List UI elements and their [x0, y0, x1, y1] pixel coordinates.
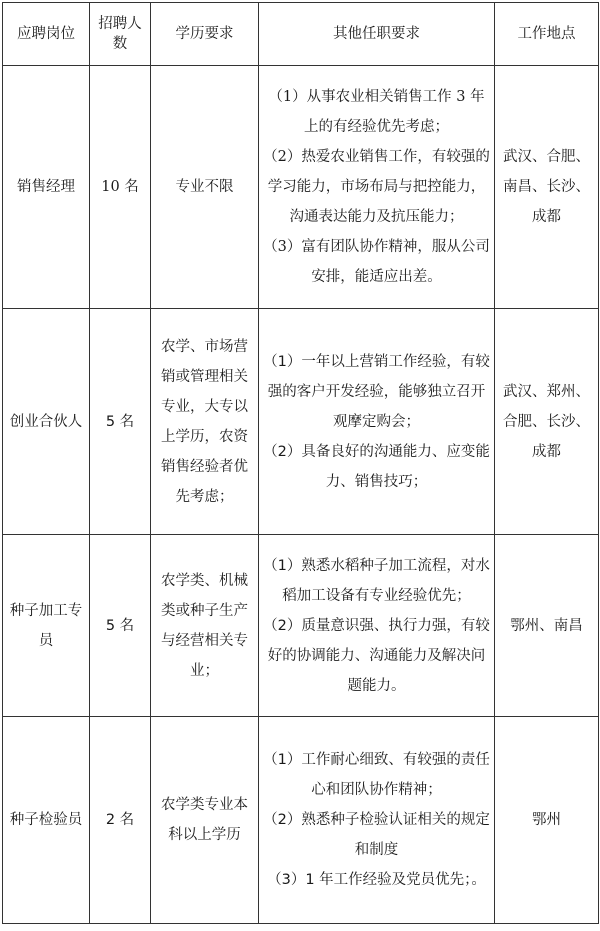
requirements-cell — [259, 535, 495, 717]
education-cell: 农学、市场营销或管理相关专业，大专以上学历，农资销售经验者优先考虑； — [151, 309, 259, 535]
count-cell: 10 名 — [90, 66, 151, 309]
count-cell: 5 名 — [90, 309, 151, 535]
requirement-item: （2）熟悉种子检验认证相关的规定和制度 — [263, 812, 490, 858]
position-cell: 创业合伙人 — [3, 309, 90, 535]
requirement-item: （3）1 年工作经验及党员优先；。 — [267, 872, 486, 888]
table-row — [3, 309, 599, 535]
requirements-cell — [259, 66, 495, 309]
location-cell: 武汉、合肥、南昌、长沙、成都 — [495, 66, 599, 309]
requirement-item: （1）一年以上营销工作经验，有较强的客户开发经验，能够独立召开观摩定购会； — [263, 353, 490, 430]
header-education: 学历要求 — [151, 3, 259, 66]
location-cell: 武汉、郑州、合肥、长沙、成都 — [495, 309, 599, 535]
education-cell: 农学类、机械类或种子生产与经营相关专业； — [151, 535, 259, 717]
header-location: 工作地点 — [495, 3, 599, 66]
requirement-item: （1）工作耐心细致、有较强的责任心和团队协作精神； — [263, 752, 490, 798]
header-other-requirements: 其他任职要求 — [259, 3, 495, 66]
requirements-cell — [259, 309, 495, 535]
position-cell: 种子检验员 — [3, 717, 90, 924]
header-row — [3, 3, 599, 66]
location-cell: 鄂州 — [495, 717, 599, 924]
requirement-item: （1）熟悉水稻种子加工流程，对水稻加工设备有专业经验优先； — [263, 557, 490, 604]
requirement-item: （2）质量意识强、执行力强，有较好的协调能力、沟通能力及解决问题能力。 — [263, 617, 490, 694]
recruitment-table — [2, 2, 599, 924]
requirement-item: （1）从事农业相关销售工作 3 年上的有经验优先考虑； — [268, 89, 485, 135]
location-cell: 鄂州、南昌 — [495, 535, 599, 717]
header-count: 招聘人数 — [90, 3, 151, 66]
requirement-item: （2）具备良好的沟通能力、应变能力、销售技巧； — [263, 443, 490, 490]
requirement-item: （2）热爱农业销售工作，有较强的学习能力，市场布局与把控能力，沟通表达能力及抗压能力； — [263, 149, 490, 225]
header-position: 应聘岗位 — [3, 3, 90, 66]
requirement-item: （3）富有团队协作精神，服从公司安排，能适应出差。 — [263, 239, 490, 285]
count-cell: 2 名 — [90, 717, 151, 924]
education-cell: 专业不限 — [151, 66, 259, 309]
position-cell: 种子加工专员 — [3, 535, 90, 717]
requirements-cell — [259, 717, 495, 924]
table-row — [3, 66, 599, 309]
table-row — [3, 717, 599, 924]
table-row — [3, 535, 599, 717]
education-cell: 农学类专业本科以上学历 — [151, 717, 259, 924]
position-cell: 销售经理 — [3, 66, 90, 309]
count-cell: 5 名 — [90, 535, 151, 717]
